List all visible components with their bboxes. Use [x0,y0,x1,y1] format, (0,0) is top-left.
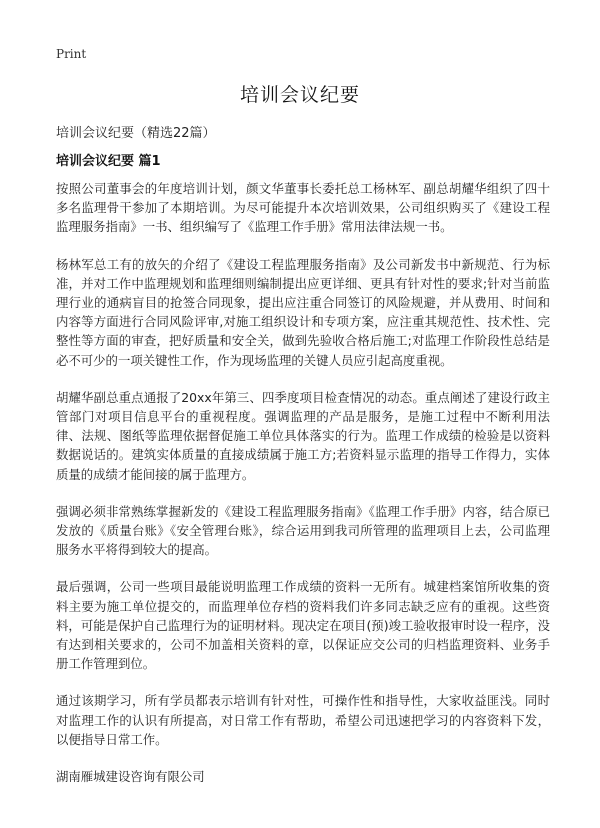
document-title: 培训会议纪要 [239,84,360,106]
paragraph-guidelines: 强调必须非常熟练掌握新发的《建设工程监理服务指南》《监理工作手册》内容，结合原已发放的《质量台账》《安全管理台账》，综合运用到我司所管理的监理项目上去，公司监理服务水平将得到较大的提高。 [56,503,550,558]
document-subtitle: 培训会议纪要（精选22篇） [56,126,216,141]
print-link[interactable]: Print [56,47,87,61]
section-heading: 培训会议纪要 篇1 [56,154,161,169]
paragraph-summary: 通过该期学习，所有学员都表示培训有针对性，可操作性和指导性，大家收益匪浅。同时对监理工作的认识有所提高，对日常工作有帮助，希望公司迅速把学习的内容资料下发，以便指导日常工作。 [56,693,550,747]
paragraph-hu-yaohua: 胡耀华副总重点通报了20xx年第三、四季度项目检查情况的动态。重点阐述了建设行政主管部门对项目信息平台的重视程度。强调监理的产品是服务，是施工过程中不断利用法律、法规、图纸等监理依据督促施工单位具体落实的行为。监理工作成绩的检验是以资料数据说话的。建筑实体质量的直接成绩属于施工方;若资料显示监理的指导工作得力，实体质量的成绩才能间接的属于监理方。 [56,389,550,482]
paragraph-yang-linjun: 杨林军总工有的放矢的介绍了《建设工程监理服务指南》及公司新发书中新规范、行为标准，并对工作中监理规划和监理细则编制提出应更详细、更具有针对性的要求;针对当前监理行业的通病盲目的抢签合同现象，提出应注重合同签订的风险规避，并从费用、时间和内容等方面进行合同风险评审,对施工组织设计和专项方案，应注重其规范性、技术性、完整性等方面的审查，把好质量和安全关，做到先验收合格后施工;对监理工作阶段性总结是必不可少的一项关键性工作，作为现场监理的关键人员应引起高度重视。 [56,256,550,368]
paragraph-training-plan: 按照公司董事会的年度培训计划，颜文华董事长委托总工杨林军、副总胡耀华组织了四十多名监理骨干参加了本期培训。为尽可能提升本次培训效果，公司组织购买了《建设工程监理服务指南》一书、组织编写了《监理工作手册》常用法律法规一书。 [56,181,550,235]
company-signature: 湖南雁城建设咨询有限公司 [56,769,205,785]
document-body [56,179,550,786]
paragraph-archives: 最后强调，公司一些项目最能说明监理工作成绩的资料一无所有。城建档案馆所收集的资料主要为施工单位提交的，而监理单位存档的资料我们许多同志缺乏应有的重视。这些资料，可能是保护自己监理行为的证明材料。现决定在项目(预)竣工验收报审时设一程序，没有达到相关要求的，公司不加盖相关资料的章，以保证应交公司的归档监理资料、业务手册工作管理到位。 [56,579,550,672]
